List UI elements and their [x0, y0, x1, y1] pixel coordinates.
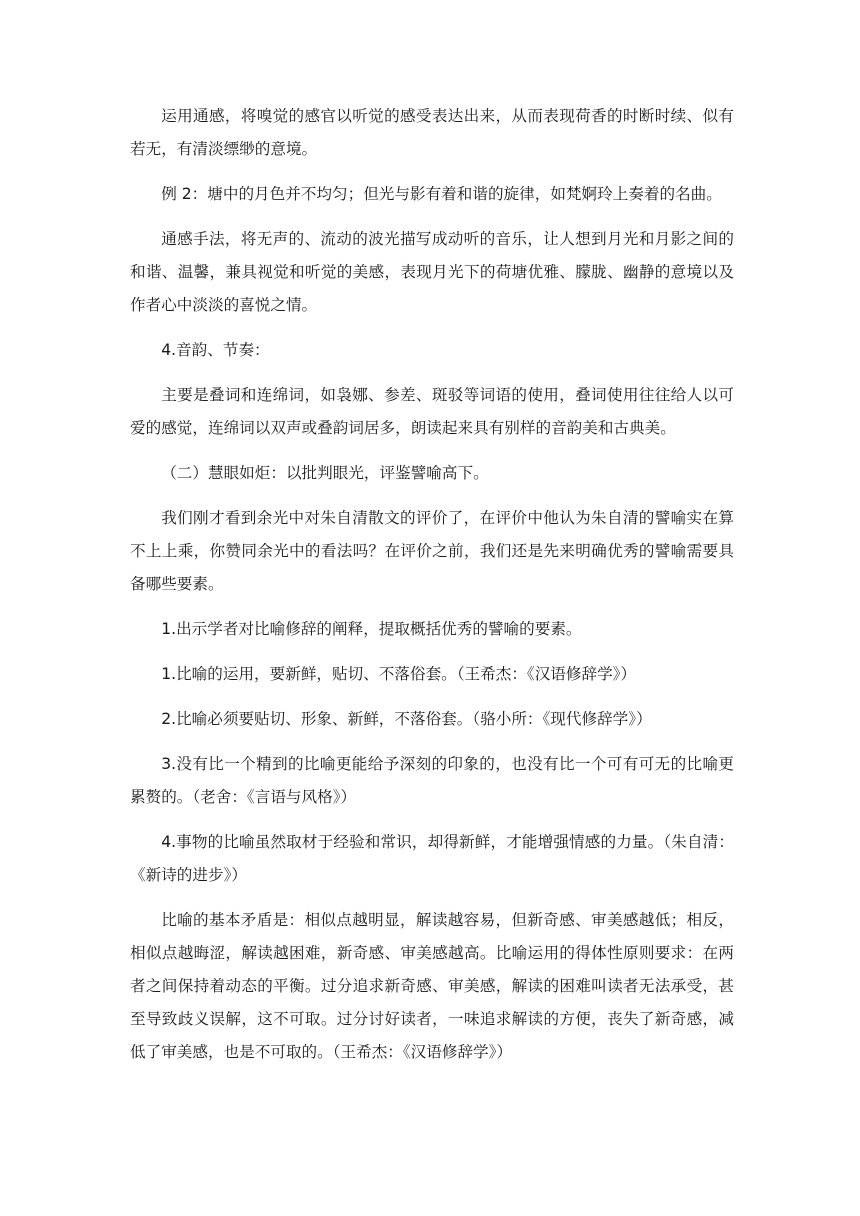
section-heading-critique: （二）慧眼如炬：以批判眼光，评鉴譬喻高下。: [161, 464, 489, 482]
paragraph-synesthesia-smell: 运用通感，将嗅觉的感官以听觉的感受表达出来，从而表现荷香的时断时续、似有若无，有清淡缥缈的意境。: [130, 107, 734, 158]
quote-luo-xiaosuo: 2.比喻必须要贴切、形象、新鲜，不落俗套。（骆小所：《现代修辞学》）: [161, 710, 652, 728]
quote-wang-xijie-2: 比喻的基本矛盾是：相似点越明显，解读越容易，但新奇感、审美感越低；相反，相似点越晦涩，解读越困难，新奇感、审美感越高。比喻运用的得体性原则要求：在两者之间保持着动态的平衡。过分追求新奇感、审美感，解读的困难叫读者无法承受，甚至导致歧义误解，这不可取。过分讨好读者，一味追求解读的方便，丧失了新奇感，减低了审美感，也是不可取的。（王希杰：《汉语修辞学》）: [130, 911, 734, 1061]
quote-zhu-ziqing: 4.事物的比喻虽然取材于经验和常识，却得新鲜，才能增强情感的力量。（朱自清：《新诗的进步》）: [130, 833, 734, 884]
document-body: [130, 100, 734, 1081]
heading-rhythm: 4.音韵、节奏：: [161, 341, 270, 359]
paragraph-example-2: 例 2：塘中的月色并不均匀；但光与影有着和谐的旋律，如梵婀玲上奏着的名曲。: [161, 185, 722, 203]
paragraph-yu-guangzhong: 我们刚才看到余光中对朱自清散文的评价了，在评价中他认为朱自清的譬喻实在算不上上乘，你赞同余光中的看法吗？在评价之前，我们还是先来明确优秀的譬喻需要具备哪些要素。: [130, 509, 734, 593]
quote-lao-she: 3.没有比一个精到的比喻更能给予深刻的印象的，也没有比一个可有可无的比喻更累赘的。（老舍：《言语与风格》）: [130, 755, 734, 806]
paragraph-instruction: 1.出示学者对比喻修辞的阐释，提取概括优秀的譬喻的要素。: [161, 620, 582, 638]
quote-wang-xijie-1: 1.比喻的运用，要新鲜，贴切、不落俗套。（王希杰：《汉语修辞学》）: [161, 665, 637, 683]
paragraph-synesthesia-light: 通感手法，将无声的、流动的波光描写成动听的音乐，让人想到月光和月影之间的和谐、温馨，兼具视觉和听觉的美感，表现月光下的荷塘优雅、朦胧、幽静的意境以及作者心中淡淡的喜悦之情。: [130, 230, 734, 314]
paragraph-reduplication: 主要是叠词和连绵词，如袅娜、参差、斑驳等词语的使用，叠词使用往往给人以可爱的感觉，连绵词以双声或叠韵词居多，朗读起来具有别样的音韵美和古典美。: [130, 386, 734, 437]
